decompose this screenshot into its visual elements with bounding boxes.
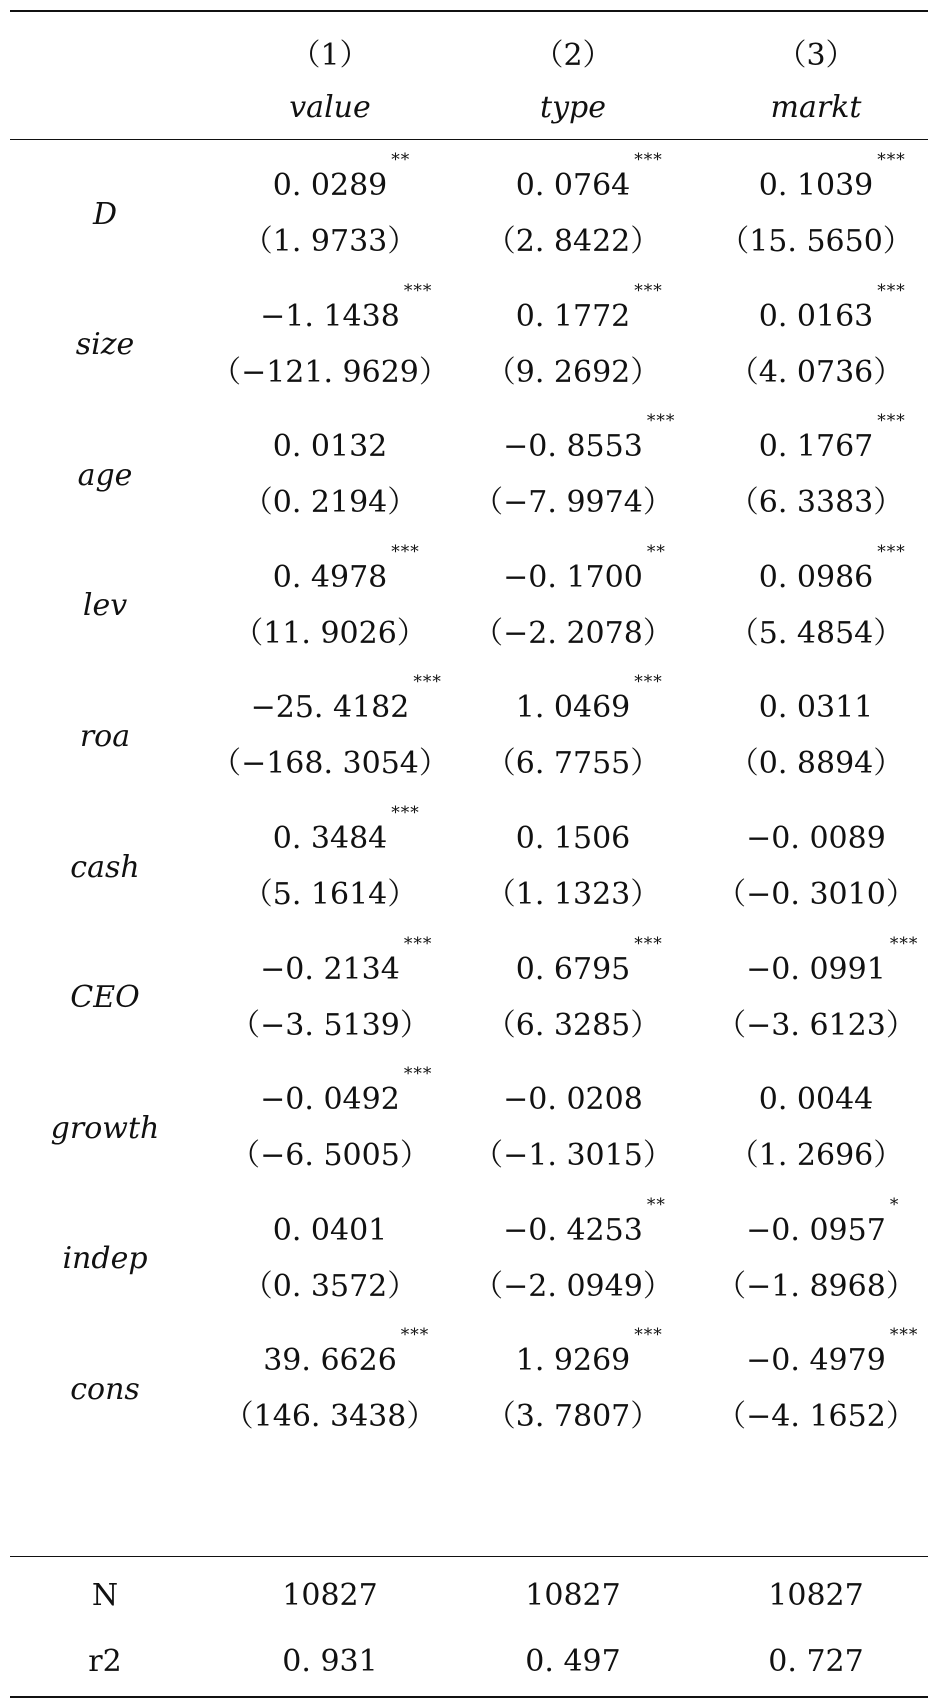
t-statistic: （0. 8894）	[728, 746, 904, 782]
t-statistic: （5. 1614）	[242, 877, 418, 912]
stat-row	[10, 1626, 928, 1696]
table-cell	[453, 144, 693, 284]
significance-stars: ***	[889, 1325, 919, 1346]
coefficient-value: −0. 4253	[503, 1212, 643, 1248]
stat-row	[10, 1560, 928, 1630]
variable-name: cash	[70, 849, 140, 885]
top-rule	[10, 10, 928, 12]
coefficient	[515, 150, 663, 214]
t-statistic: （−2. 2078）	[473, 615, 673, 651]
table-cell	[696, 144, 936, 284]
table-row	[10, 928, 928, 1068]
t-statistic: （146. 3438）	[223, 1399, 437, 1435]
t-statistic: （−3. 5139）	[230, 1007, 430, 1043]
significance-stars: ***	[889, 933, 919, 954]
coefficient-value: −0. 0089	[746, 821, 886, 856]
table-cell	[696, 275, 936, 415]
stat-value: 0. 931	[282, 1643, 378, 1679]
t-statistic: （9. 2692）	[485, 354, 661, 390]
table-cell	[210, 1319, 450, 1459]
coefficient	[273, 419, 388, 475]
stat-label: N	[91, 1577, 119, 1613]
table-cell	[453, 1058, 693, 1198]
table-row	[10, 405, 928, 545]
table-cell	[453, 275, 693, 415]
table-cell	[453, 666, 693, 806]
coefficient-value: 0. 0289	[272, 168, 388, 203]
coefficient-value: −0. 2134	[260, 951, 400, 987]
t-statistic: （1. 2696）	[728, 1138, 904, 1174]
significance-stars: ***	[634, 280, 663, 301]
t-statistic: （−168. 3054）	[211, 746, 449, 782]
variable-name: D	[92, 196, 118, 232]
stats-rule	[10, 1556, 928, 1557]
table-row	[10, 1319, 928, 1459]
coefficient	[746, 933, 919, 998]
coefficient	[759, 680, 874, 736]
significance-stars: **	[391, 150, 411, 170]
variable-name: cons	[70, 1371, 140, 1407]
coefficient	[758, 280, 906, 345]
stat-value: 10827	[525, 1577, 621, 1613]
t-statistic: （0. 2194）	[242, 485, 418, 521]
coefficient	[746, 1325, 919, 1389]
table-row	[10, 1058, 928, 1198]
t-statistic: （5. 4854）	[728, 615, 904, 651]
t-statistic: （6. 3383）	[728, 485, 904, 521]
table-cell	[696, 666, 936, 806]
significance-stars: ***	[391, 803, 420, 823]
variable-name: indep	[62, 1241, 148, 1277]
coefficient	[758, 411, 906, 475]
t-statistic: （−1. 8968）	[716, 1268, 916, 1304]
coefficient	[503, 541, 666, 606]
variable-name: growth	[50, 1110, 160, 1146]
coefficient	[516, 811, 631, 867]
table-row	[10, 797, 928, 937]
coefficient-value: 0. 1767	[758, 429, 874, 465]
significance-stars: ***	[877, 150, 906, 170]
t-statistic: （−1. 3015）	[473, 1138, 673, 1174]
table-cell	[696, 1189, 936, 1329]
t-statistic: （−121. 9629）	[211, 354, 449, 390]
column-name-1: value	[289, 90, 371, 125]
coefficient-value: −0. 0208	[503, 1082, 643, 1118]
coefficient-value: 0. 0044	[758, 1082, 874, 1118]
variable-name: age	[77, 457, 133, 493]
table-cell	[696, 536, 936, 676]
coefficient	[515, 280, 663, 345]
coefficient	[503, 411, 676, 475]
table-cell	[696, 405, 936, 545]
regression-table	[10, 10, 928, 1698]
coefficient-value: 1. 0469	[515, 690, 631, 726]
coefficient	[515, 672, 663, 736]
coefficient	[515, 1325, 663, 1389]
significance-stars: ***	[634, 150, 663, 170]
variable-name: CEO	[70, 980, 140, 1016]
t-statistic: （1. 1323）	[485, 877, 661, 912]
t-statistic: （3. 7807）	[485, 1399, 661, 1435]
coefficient-value: 0. 0986	[758, 559, 874, 595]
table-row	[10, 275, 928, 415]
coefficient-value: −0. 0492	[260, 1082, 400, 1118]
table-cell	[210, 405, 450, 545]
table-cell	[696, 1319, 936, 1459]
variable-name: roa	[79, 718, 131, 754]
coefficient-value: −0. 0957	[746, 1212, 886, 1248]
coefficient	[263, 1325, 430, 1389]
t-statistic: （2. 8422）	[485, 224, 661, 259]
coefficient	[250, 672, 442, 736]
coefficient-value: 0. 3484	[272, 821, 388, 856]
significance-stars: ***	[877, 541, 906, 562]
coefficient	[759, 1072, 874, 1128]
significance-stars: **	[646, 1194, 666, 1215]
table-row	[10, 666, 928, 806]
stat-value: 10827	[768, 1577, 864, 1613]
column-number-3: （3）	[776, 38, 856, 73]
coefficient-value: 1. 9269	[515, 1343, 631, 1379]
coefficient-value: 0. 0764	[515, 168, 631, 203]
table-cell	[210, 1189, 450, 1329]
table-cell	[453, 405, 693, 545]
coefficient	[260, 280, 433, 345]
variable-name: size	[75, 327, 135, 363]
coefficient-value: −0. 1700	[503, 559, 643, 595]
coefficient-value: 0. 1772	[515, 298, 631, 334]
coefficient	[260, 1064, 433, 1128]
t-statistic: （−6. 5005）	[230, 1138, 430, 1174]
t-statistic: （−4. 1652）	[716, 1399, 916, 1435]
column-name-3: markt	[770, 90, 862, 125]
t-statistic: （−3. 6123）	[716, 1007, 916, 1043]
coefficient-value: 0. 0401	[272, 1212, 388, 1248]
t-statistic: （4. 0736）	[728, 354, 904, 390]
coefficient-value: 0. 0163	[758, 298, 874, 334]
significance-stars: ***	[646, 411, 676, 432]
coefficient-value: 0. 1506	[515, 821, 631, 856]
stat-value: 0. 727	[768, 1643, 864, 1679]
coefficient	[758, 150, 906, 214]
header-rule	[10, 139, 928, 140]
table-cell	[453, 797, 693, 937]
column-name-2: type	[540, 90, 606, 125]
coefficient	[746, 1194, 900, 1259]
significance-stars: ***	[877, 411, 906, 432]
t-statistic: （15. 5650）	[719, 224, 913, 259]
bottom-rule	[10, 1696, 928, 1698]
stat-value: 0. 497	[525, 1643, 621, 1679]
significance-stars: ***	[634, 672, 663, 693]
coefficient	[272, 150, 411, 214]
table-cell	[453, 536, 693, 676]
significance-stars: ***	[403, 280, 433, 301]
stat-label: r2	[88, 1643, 122, 1679]
variable-name: lev	[82, 588, 128, 624]
coefficient-value: 0. 6795	[515, 951, 631, 987]
t-statistic: （1. 9733）	[242, 224, 418, 259]
t-statistic: （6. 7755）	[485, 746, 661, 782]
coefficient	[515, 933, 663, 998]
table-cell	[210, 536, 450, 676]
coefficient-value: −0. 4979	[746, 1343, 886, 1379]
significance-stars: ***	[400, 1325, 430, 1346]
table-cell	[210, 1058, 450, 1198]
table-cell	[210, 144, 450, 284]
table-cell	[453, 1189, 693, 1329]
table-cell	[453, 928, 693, 1068]
coefficient-value: −1. 1438	[260, 298, 400, 334]
coefficient-value: −25. 4182	[250, 690, 410, 726]
significance-stars: ***	[413, 672, 442, 693]
t-statistic: （−0. 3010）	[716, 877, 916, 912]
t-statistic: （−2. 0949）	[473, 1268, 673, 1304]
table-cell	[453, 1319, 693, 1459]
table-cell	[210, 666, 450, 806]
t-statistic: （0. 3572）	[242, 1268, 418, 1304]
coefficient	[273, 1203, 388, 1259]
coefficient-value: 0. 4978	[272, 559, 388, 595]
coefficient-value: 0. 1039	[758, 168, 874, 203]
coefficient-value: 0. 0132	[272, 429, 388, 465]
significance-stars: ***	[634, 1325, 663, 1346]
coefficient	[272, 541, 420, 606]
table-cell	[210, 797, 450, 937]
significance-stars: *	[889, 1194, 900, 1215]
coefficient-value: 39. 6626	[263, 1343, 397, 1379]
coefficient	[758, 541, 906, 606]
significance-stars: ***	[403, 1064, 433, 1085]
table-cell	[696, 928, 936, 1068]
coefficient-value: −0. 0991	[746, 951, 886, 987]
coefficient	[272, 803, 420, 867]
table-row	[10, 1189, 928, 1329]
table-cell	[210, 275, 450, 415]
coefficient	[503, 1072, 643, 1128]
significance-stars: ***	[403, 933, 433, 954]
significance-stars: ***	[634, 933, 663, 954]
coefficient	[503, 1194, 666, 1259]
stat-value: 10827	[282, 1577, 378, 1613]
significance-stars: ***	[391, 541, 420, 562]
table-cell	[696, 797, 936, 937]
table-cell	[210, 928, 450, 1068]
coefficient	[260, 933, 433, 998]
coefficient-value: −0. 8553	[503, 429, 643, 465]
table-cell	[696, 1058, 936, 1198]
t-statistic: （6. 3285）	[485, 1007, 661, 1043]
column-number-1: （1）	[290, 38, 370, 73]
t-statistic: （−7. 9974）	[473, 485, 673, 521]
t-statistic: （11. 9026）	[233, 615, 427, 651]
table-row	[10, 536, 928, 676]
column-number-2: （2）	[533, 38, 613, 73]
coefficient	[746, 811, 886, 867]
coefficient-value: 0. 0311	[758, 690, 874, 726]
table-row	[10, 144, 928, 284]
significance-stars: **	[646, 541, 666, 562]
significance-stars: ***	[877, 280, 906, 301]
